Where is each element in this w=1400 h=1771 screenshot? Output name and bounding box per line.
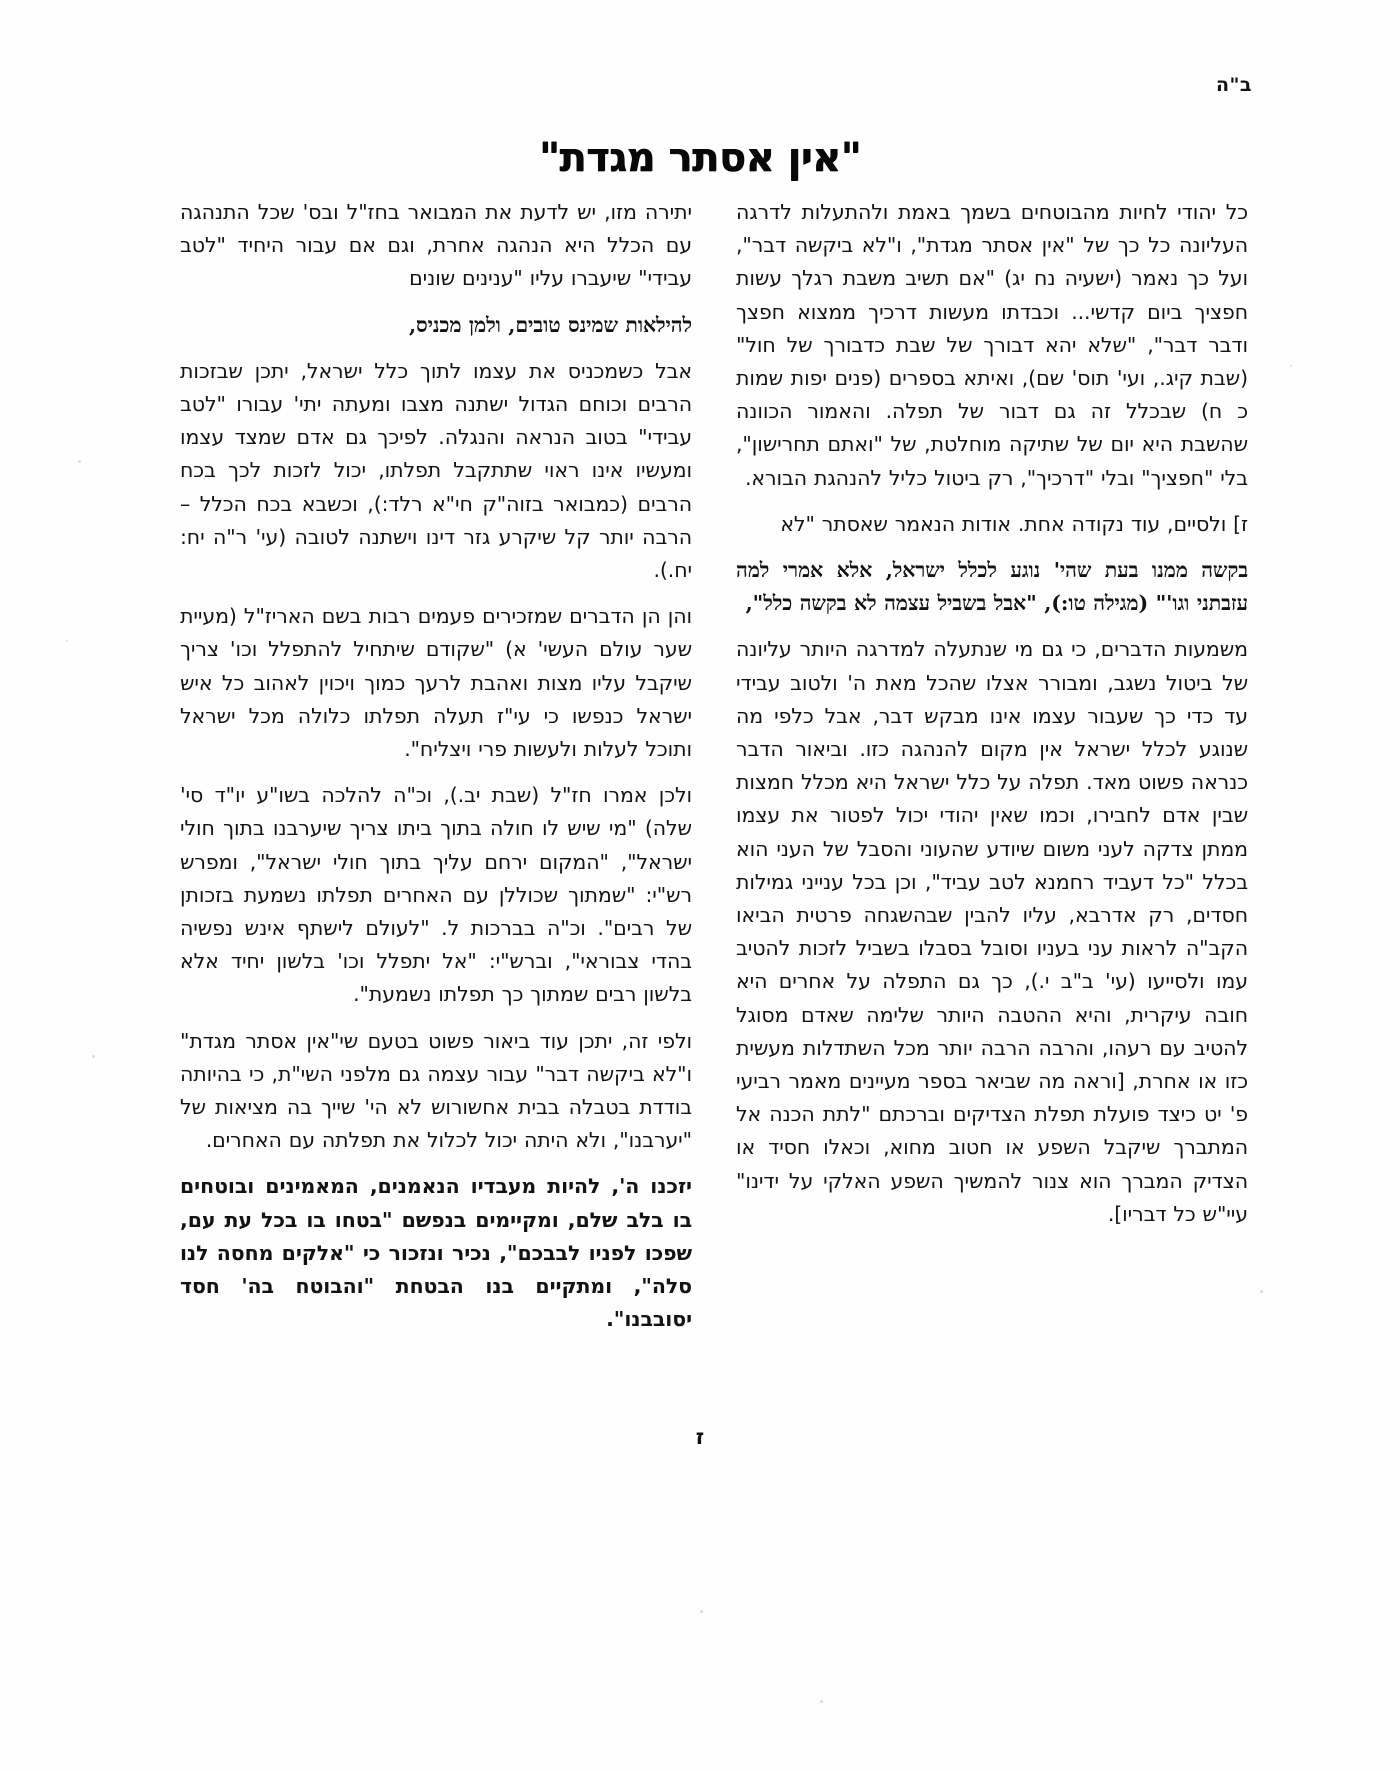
paragraph: והן הן הדברים שמזכירים פעמים רבות בשם האריז"ל (מעיית שער עולם העשי' א) "שקודם שיתחיל להתפלל וכו' צריך שיקבל עליו מצות ואהבת לרעך כמוך ויכוין לאהוב כל איש ישראל כנפשו כי עי"ז תעלה תפלתו כלולה מכל ישראל ותוכל לעלות ולעשות פרי ויצליח". bbox=[180, 604, 692, 762]
scan-speck bbox=[66, 640, 68, 642]
paragraph: ולכן אמרו חז"ל (שבת יב.), וכ"ה להלכה בשו"ע יו"ד סי' שלה) "מי שיש לו חולה בתוך ביתו צריך שיערבנו בתוך חולי ישראל", "המקום ירחם עליך בתוך חולי ישראל", ומפרש רש"י: "שמתוך שכוללן עם האחרים תפלתו נשמעת בזכותן של רבים". וכ"ה בברכות ל. "לעולם לישתף אינש נפשיה בהדי צבוראי", וברש"י: "אל יתפלל וכו' בלשון יחיד אלא בלשון רבים שמתוך כך תפלתו נשמעת". bbox=[180, 783, 692, 1007]
scan-speck bbox=[92, 1055, 95, 1058]
page-number: ז bbox=[695, 1425, 705, 1449]
paragraph: ולפי זה, יתכן עוד ביאור פשוט בטעם שי"אין אסתר מגדת" ו"לא ביקשה דבר" עבור עצמה גם מלפני השי"ת, כי בהיותה בודדת בטבלה בבית אחשורוש לא הי' שייך בה מציאות של "יערבנו", ולא היתה יכול לכלול את תפלתה עם האחרים. bbox=[180, 1028, 692, 1153]
paragraph: משמעות הדברים, כי גם מי שנתעלה למדרגה היותר עליונה של ביטול נשגב, ומבורר אצלו שהכל מאת ה' ולטוב עבידי עד כדי כך שעבור עצמו אינו מבקש דבר, אבל כלפי מה שנוגע לכלל ישראל אין מקום להנהגה כזו. וביאור הדבר כנראה פשוט מאד. תפלה על כלל ישראל היא מכלל חמצות שבין אדם לחבירו, וכמו שאין יהודי יכול לפטור את עצמו ממתן צדקה לעני משום שיודע שהעוני והסבל של העני הוא בכלל "כל דעביד רחמנא לטב עביד", וכן בכל ענייני גמילות חסדים, רק אדרבא, עליו להבין שבהשגחה פרטית הביאו הקב"ה לראות עני בעניו וסובל בסבלו בשביל לזכות להטיב עמו ולסייעו (עי' ב"ב י.), כך גם התפלה על אחרים היא חובה עיקרית, והיא ההטבה היותר שלימה שאדם מסוגל להטיב עם רעהו, והרבה הרבה יותר מכל השתדלות מעשית כזו או אחרת, [וראה מה שביאר בספר מעיינים מאמר רביעי פ' יט כיצד פועלת תפלת הצדיקים וברכתם "לתת הכנה אל המתברך שיקבל השפע או חטוב מחוא, וכאלו חסיד או הצדיק המברך הוא צנור להמשיך השפע האלקי על ידינו" עיי"ש כל דבריו]. bbox=[736, 637, 1248, 1226]
scan-speck bbox=[1260, 1290, 1263, 1293]
text-columns bbox=[148, 196, 1248, 1416]
paragraph: ז] ולסיים, עוד נקודה אחת. אודות הנאמר שאסתר "לא bbox=[780, 511, 1248, 536]
page-title: "אין אסתר מגדת" bbox=[538, 134, 862, 181]
scan-speck bbox=[1290, 365, 1292, 367]
paragraph-rashi-quote: בקשה ממנו בעת שהי' נוגע לכלל ישראל, אלא אמרי למה עזבתני וגו'" (מגילה טו:), "אבל בשביל עצמה לא בקשה כלל", bbox=[736, 558, 1248, 616]
paragraph: יתירה מזו, יש לדעת את המבואר בחז"ל ובס' שכל התנהגה עם הכלל היא הנהגה אחרת, וגם אם עבור היחיד "לטב עבידי" שיעברו עליו "ענינים שונים bbox=[180, 200, 692, 291]
column-right bbox=[736, 196, 1248, 1416]
column-left bbox=[180, 196, 692, 1416]
paragraph-closing-blessing: יזכנו ה', להיות מעבדיו הנאמנים, המאמינים ובוטחים בו בלב שלם, ומקיימים בנפשם "בטחו בו בכל עת עם, שפכו לפניו לבבכם", נכיר ונזכור כי "אלקים מחסה לנו סלה", ומתקיים בנו הבטחת "והבוטח בה' חסד יסובבנו". bbox=[180, 1174, 692, 1332]
scan-speck bbox=[78, 460, 81, 463]
bh-header-mark: ב"ה bbox=[1215, 74, 1252, 96]
paragraph: אבל כשמכניס את עצמו לתוך כלל ישראל, יתכן שבזכות הרבים וכוחם הגדול ישתנה מצבו ומעתה יתי' עבורו "לטב עבידי" בטוב הנראה והנגלה. לפיכך גם אדם שמצד עצמו ומעשיו אינו ראוי שתתקבל תפלתו, יכול לזכות לכך בכח הרבים (כמבואר בזוה"ק חי"א רלד:), וכשבא בכח הכלל – הרבה יותר קל שיקרע גזר דינו וישתנה לטובה (עי' ר"ה יח: יח.). bbox=[180, 358, 692, 583]
paragraph-rashi-quote: להילאות שמינס טובים, ולמן מכניס, bbox=[408, 312, 692, 337]
paragraph: כל יהודי לחיות מהבוטחים בשמך באמת ולהתעלות לדרגה העליונה כל כך של "אין אסתר מגדת", ו"לא ביקשה דבר", ועל כך נאמר (ישעיה נח יג) "אם תשיב משבת רגלך עשות חפציך ביום קדשי... וכבדתו מעשות דרכיך ממצוא חפצך ודבר דבר", "שלא יהא דבורך של שבת כדבורך של חול" (שבת קיג., ועי' תוס' שם), ואיתא בספרים (פנים יפות שמות כ ח) שבכלל זה גם דבור של תפלה. והאמור הכוונה שהשבת היא יום של שתיקה מוחלטת, של "ואתם תחרישון", בלי "חפציך" ובלי "דרכיך", רק ביטול כליל להנהגת הבורא. bbox=[736, 200, 1248, 490]
scan-speck bbox=[700, 1610, 703, 1613]
scan-speck bbox=[820, 1700, 823, 1703]
